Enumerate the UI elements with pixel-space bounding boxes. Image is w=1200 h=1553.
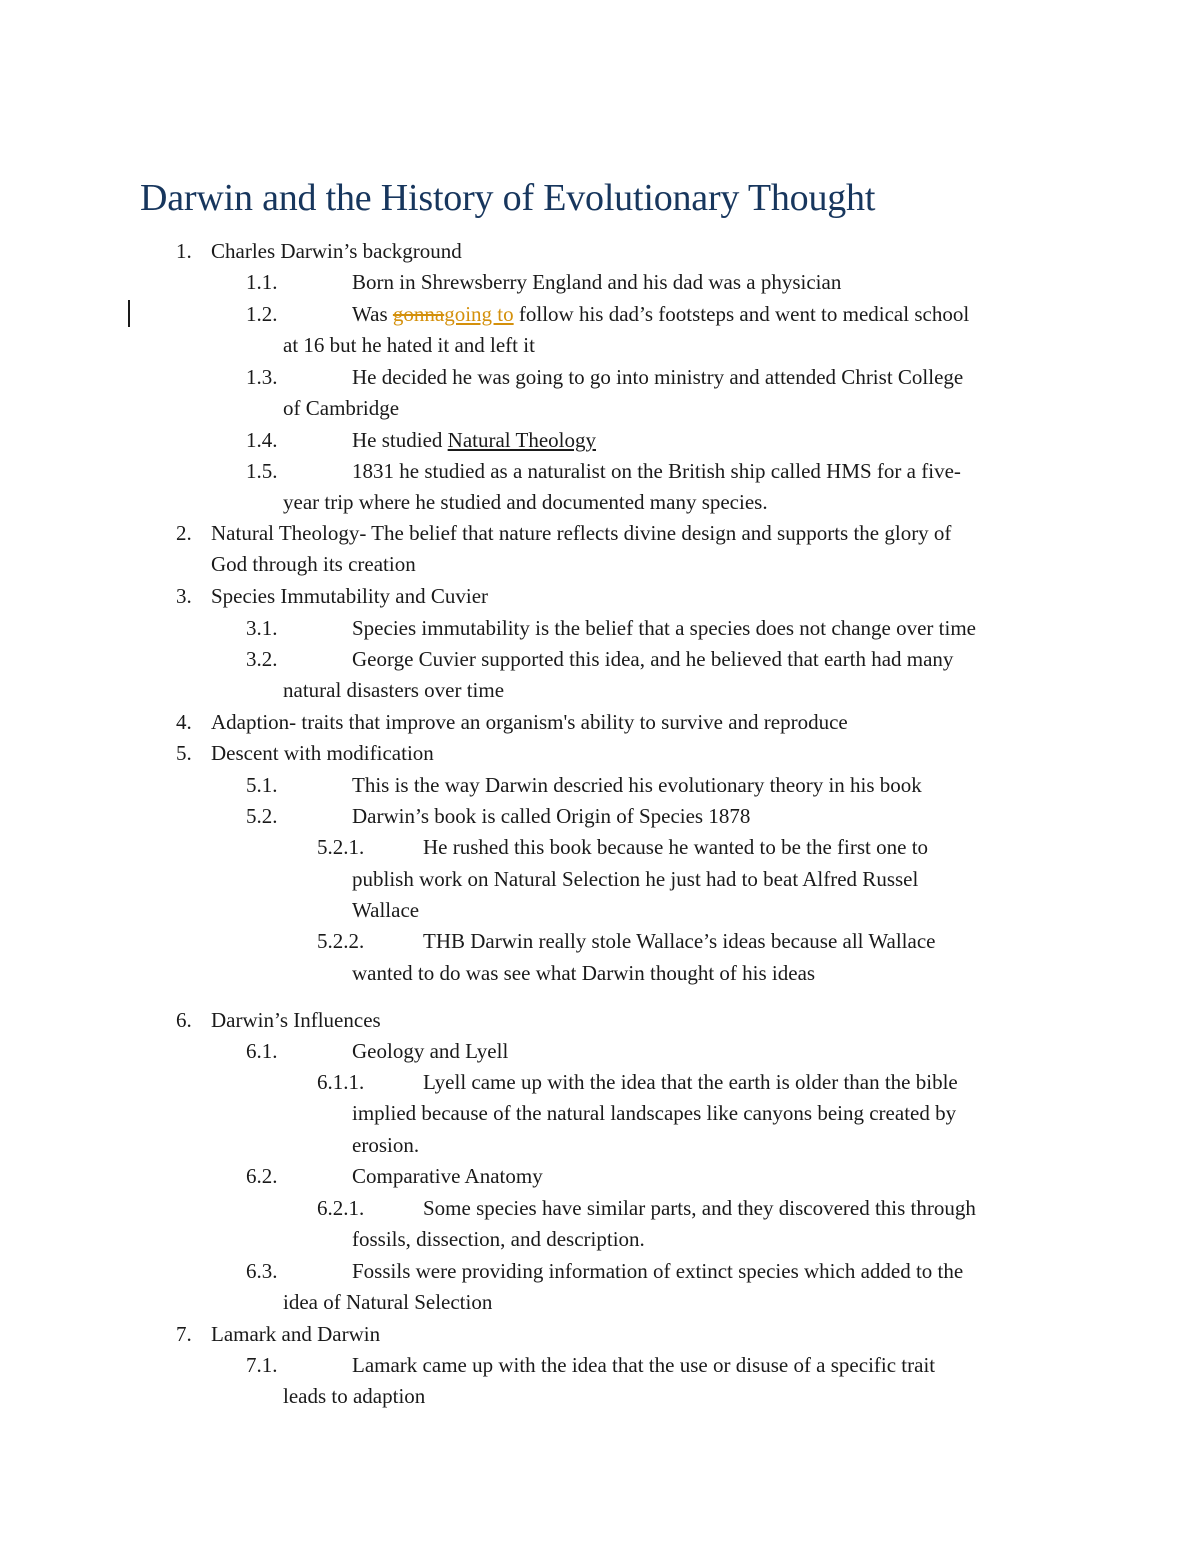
- list-item-text: Born in Shrewsberry England and his dad was a physician: [352, 270, 842, 294]
- list-number: 6.2.: [246, 1164, 278, 1188]
- list-item-continuation: idea of Natural Selection: [283, 1290, 493, 1314]
- list-item-text: THB Darwin really stole Wallace’s ideas because all Wallace: [423, 929, 936, 953]
- list-number: 1.: [176, 239, 192, 263]
- document-title: Darwin and the History of Evolutionary Thought: [140, 177, 876, 219]
- list-item-text: Lamark came up with the idea that the use or disuse of a specific trait: [352, 1353, 936, 1377]
- list-number: 1.1.: [246, 270, 278, 294]
- list-item-text: 1831 he studied as a naturalist on the British ship called HMS for a five-: [352, 459, 961, 483]
- list-item-text: Descent with modification: [211, 741, 434, 765]
- list-item-continuation: of Cambridge: [283, 396, 400, 420]
- list-number: 1.4.: [246, 428, 278, 452]
- deleted-text: gonna: [392, 302, 445, 326]
- list-number: 6.1.: [246, 1039, 278, 1063]
- list-number: 3.1.: [246, 616, 278, 640]
- underlined-term: Natural Theology: [447, 428, 596, 452]
- text-segment: follow his dad’s footsteps and went to medical school: [513, 302, 970, 326]
- list-item-continuation: leads to adaption: [283, 1384, 426, 1408]
- list-item-text: Species immutability is the belief that a species does not change over time: [352, 616, 976, 640]
- inserted-text: going to: [444, 302, 514, 326]
- list-item-text: Some species have similar parts, and they discovered this through: [423, 1196, 976, 1220]
- list-item-continuation: erosion.: [352, 1133, 420, 1157]
- list-item-text: Lyell came up with the idea that the earth is older than the bible: [423, 1070, 958, 1094]
- list-number: 3.2.: [246, 647, 278, 671]
- list-number: 5.2.1.: [317, 835, 365, 859]
- list-item-text: [352, 426, 596, 454]
- list-item-text: Darwin’s book is called Origin of Species 1878: [352, 804, 751, 828]
- list-item-continuation: natural disasters over time: [283, 678, 505, 702]
- text-segment: Was: [352, 302, 393, 326]
- text-segment: He studied: [352, 428, 448, 452]
- list-item-text: He rushed this book because he wanted to be the first one to: [423, 835, 929, 859]
- list-item-text: Adaption- traits that improve an organism's ability to survive and reproduce: [211, 710, 848, 734]
- list-number: 6.2.1.: [317, 1196, 365, 1220]
- list-number: 7.1.: [246, 1353, 278, 1377]
- list-number: 2.: [176, 521, 192, 545]
- list-item-text: Darwin’s Influences: [211, 1008, 381, 1032]
- list-item-text: Species Immutability and Cuvier: [211, 584, 489, 608]
- list-item-text-tracked: [352, 300, 969, 328]
- list-item-text: Natural Theology- The belief that nature reflects divine design and supports the glory of: [211, 521, 952, 545]
- list-number: 5.2.: [246, 804, 278, 828]
- list-number: 1.5.: [246, 459, 278, 483]
- list-item-continuation: God through its creation: [211, 552, 416, 576]
- list-item-continuation: at 16 but he hated it and left it: [283, 333, 535, 357]
- list-item-continuation: fossils, dissection, and description.: [352, 1227, 645, 1251]
- list-number: 6.3.: [246, 1259, 278, 1283]
- list-item-text: Comparative Anatomy: [352, 1164, 543, 1188]
- list-item-continuation: year trip where he studied and documented many species.: [283, 490, 768, 514]
- list-item-text: This is the way Darwin descried his evolutionary theory in his book: [352, 773, 922, 797]
- list-number: 6.: [176, 1008, 192, 1032]
- list-item-text: George Cuvier supported this idea, and he believed that earth had many: [352, 647, 954, 671]
- list-item-continuation: wanted to do was see what Darwin thought of his ideas: [352, 961, 816, 985]
- list-item-text: Lamark and Darwin: [211, 1322, 381, 1346]
- list-number: 1.3.: [246, 365, 278, 389]
- list-item-text: Charles Darwin’s background: [211, 239, 462, 263]
- list-item-continuation: implied because of the natural landscapes like canyons being created by: [352, 1101, 957, 1125]
- list-number: 1.2.: [246, 302, 278, 326]
- list-item-text: He decided he was going to go into ministry and attended Christ College: [352, 365, 964, 389]
- list-number: 6.1.1.: [317, 1070, 365, 1094]
- list-number: 4.: [176, 710, 192, 734]
- list-item-continuation: publish work on Natural Selection he just had to beat Alfred Russel: [352, 867, 919, 891]
- list-item-text: Fossils were providing information of extinct species which added to the: [352, 1259, 964, 1283]
- list-number: 5.: [176, 741, 192, 765]
- list-number: 7.: [176, 1322, 192, 1346]
- text-cursor: [128, 300, 130, 327]
- list-number: 5.2.2.: [317, 929, 365, 953]
- list-number: 5.1.: [246, 773, 278, 797]
- list-number: 3.: [176, 584, 192, 608]
- list-item-text: Geology and Lyell: [352, 1039, 509, 1063]
- list-item-continuation: Wallace: [352, 898, 420, 922]
